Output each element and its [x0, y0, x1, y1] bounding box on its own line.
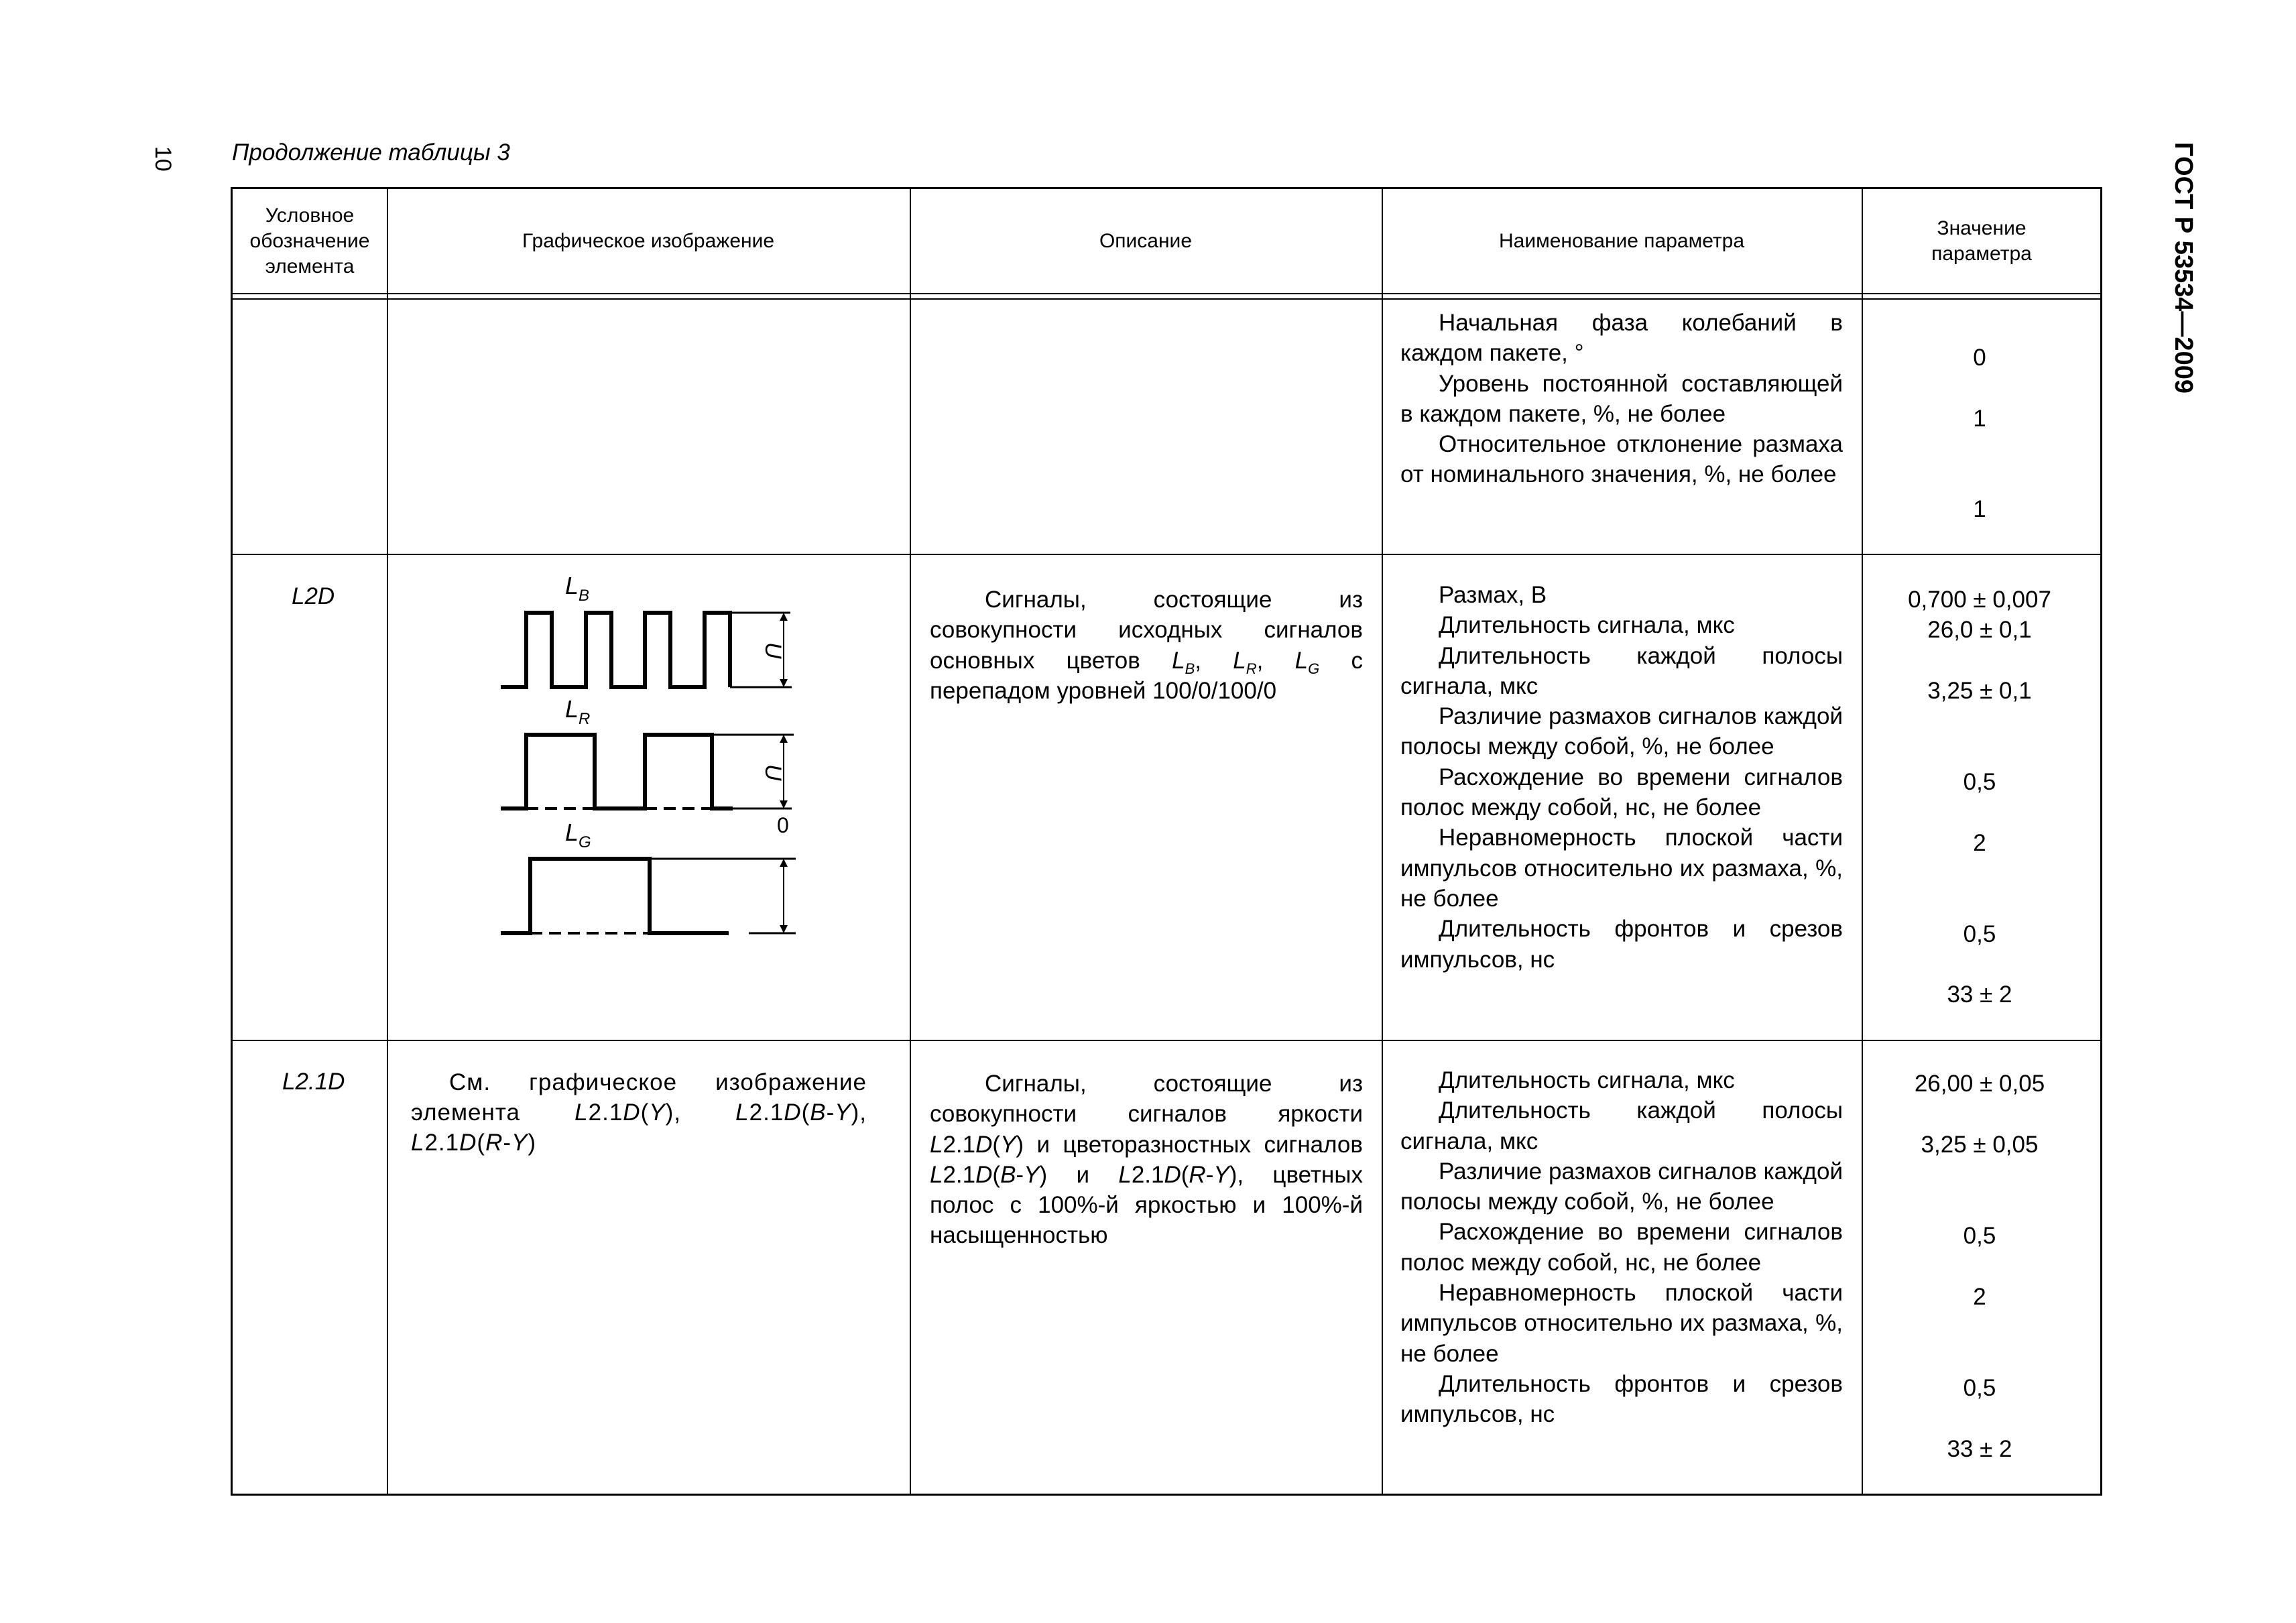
header-description: Описание	[1099, 229, 1193, 252]
waveform-lb	[501, 613, 730, 687]
table-caption: Продолжение таблицы 3	[232, 139, 510, 166]
parameter-value: 0	[1973, 345, 1986, 371]
parameter-name: Различие размахов сигналов каждой полосы между собой, %, не более	[1400, 1158, 1843, 1215]
parameter-list	[1400, 308, 1843, 490]
graphic-reference: См. графическое изображение элемента L2.1D(Y), L2.1D(B-Y), L2.1D(R-Y)	[411, 1069, 867, 1156]
amplitude-label: U	[760, 642, 786, 659]
parameter-list	[1400, 580, 1843, 975]
page-number: 10	[150, 146, 176, 172]
parameter-name: Длительность каждой полосы сигнала, мкс	[1400, 642, 1843, 699]
parameter-value: 33 ± 2	[1947, 981, 2012, 1008]
parameter-name: Начальная фаза колебаний в каждом пакете, °	[1400, 310, 1843, 367]
parameter-value: 0,5	[1963, 921, 1996, 947]
element-symbol: L2.1D	[282, 1069, 345, 1095]
parameter-value: 3,25 ± 0,05	[1921, 1132, 2039, 1158]
parameter-name: Неравномерность плоской части импульсов относительно их размаха, %, не более	[1400, 1280, 1843, 1367]
parameter-value: 2	[1973, 1284, 1986, 1310]
column-divider	[910, 189, 911, 1494]
signal-label-lg: $L_G$	[565, 819, 591, 851]
parameter-name: Размах, В	[1439, 582, 1547, 608]
parameter-value: 0,5	[1963, 1223, 1996, 1249]
header-graphic: Графическое изображение	[522, 229, 775, 252]
signal-diagram	[233, 189, 910, 1040]
parameters-table	[231, 187, 2102, 1496]
standard-code: ГОСТ Р 53534—2009	[2169, 142, 2197, 394]
parameter-name: Длительность каждой полосы сигнала, мкс	[1400, 1097, 1843, 1154]
parameter-name: Неравномерность плоской части импульсов относительно их размаха, %, не более	[1400, 825, 1843, 912]
signal-label-lb: $L_B$	[565, 572, 590, 605]
waveform-lr	[501, 735, 733, 808]
parameter-name: Различие размахов сигналов каждой полосы между собой, %, не более	[1400, 703, 1843, 760]
parameter-value: 2	[1973, 830, 1986, 856]
amplitude-label: U	[760, 764, 786, 781]
row-divider	[233, 1040, 2100, 1041]
waveform-lg	[501, 859, 729, 933]
column-divider	[1382, 189, 1383, 1494]
element-symbol: L2D	[292, 583, 335, 609]
parameter-list	[1400, 1065, 1843, 1430]
element-description: Сигналы, состоящие из совокупности сигналов яркости L2.1D(Y) и цветоразностных сигналов L2.1D(B-Y) и L2.1D(R-Y), цветных полос с 100%-й яркостью и 100%-й насыщенностью	[930, 1071, 1363, 1249]
parameter-value: 33 ± 2	[1947, 1436, 2012, 1462]
parameter-value: 0,5	[1963, 1375, 1996, 1401]
parameter-value: 0,700 ± 0,007	[1908, 587, 2051, 613]
parameter-name: Длительность сигнала, мкс	[1439, 612, 1735, 639]
arrow-head	[780, 613, 788, 621]
header-parameter: Наименование параметра	[1498, 229, 1745, 252]
parameter-name: Длительность сигнала, мкс	[1439, 1067, 1735, 1093]
element-description: Сигналы, состоящие из совокупности исходных сигналов основных цветов $L_B$, $L_R$, $L_G$ с перепадом уровней 100/0/100/0	[930, 587, 1363, 704]
header-symbol: Условное обозначение элемента	[249, 204, 370, 278]
parameter-value: 1	[1973, 406, 1986, 432]
parameter-value: 1	[1973, 496, 1986, 522]
parameter-name: Длительность фронтов и срезов импульсов, нс	[1400, 1370, 1843, 1428]
parameter-name: Относительное отклонение размаха от номинального значения, %, не более	[1400, 431, 1843, 488]
parameter-name: Уровень постоянной составляющей в каждом пакете, %, не более	[1400, 370, 1843, 427]
arrow-head	[780, 735, 788, 743]
parameter-value: 0,5	[1963, 769, 1996, 795]
arrow-head	[780, 859, 788, 867]
arrow-head	[780, 800, 788, 808]
parameter-value: 3,25 ± 0,1	[1927, 678, 2032, 704]
signal-label-lr: $L_R$	[565, 695, 591, 728]
arrow-head	[780, 679, 788, 687]
header-value: Значение параметра	[1931, 217, 2032, 265]
parameter-name: Длительность фронтов и срезов импульсов, нс	[1400, 916, 1843, 973]
zero-level-label: 0	[777, 813, 789, 837]
parameter-name: Расхождение во времени сигналов полос между собой, нс, не более	[1400, 764, 1843, 821]
arrow-head	[780, 925, 788, 933]
parameter-name: Расхождение во времени сигналов полос между собой, нс, не более	[1400, 1219, 1843, 1276]
parameter-value: 26,00 ± 0,05	[1914, 1071, 2045, 1097]
parameter-value: 26,0 ± 0,1	[1927, 617, 2032, 643]
